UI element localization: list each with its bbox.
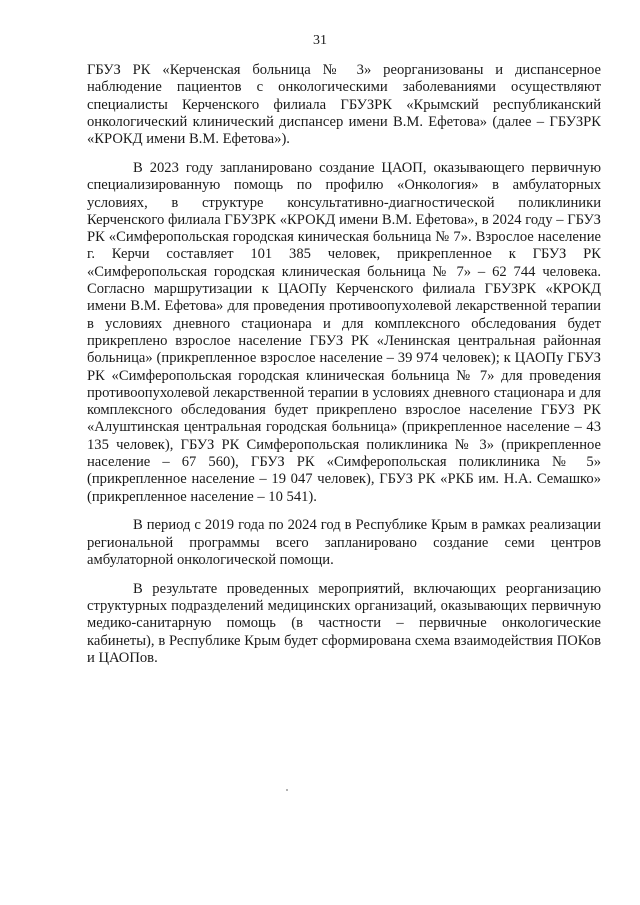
paragraph-results: В результате проведенных мероприятий, включающих реорганизацию структурных подразделений медицинских организаций, оказывающих первичную медико-санитарную помощь (в частности – первичные онкологические кабинеты), в Республике Крым будет сформирована схема взаимодействия ПОКов и ЦАОПов. [87, 580, 601, 666]
scan-speck [286, 789, 288, 791]
paragraph-period-2019-2024: В период с 2019 года по 2024 год в Республике Крым в рамках реализации региональной программы всего запланировано создание семи центров амбулаторной онкологической помощи. [87, 517, 601, 569]
document-body [87, 62, 601, 679]
paragraph-continuation: ГБУЗ РК «Керченская больница № 3» реорганизованы и диспансерное наблюдение пациентов с онкологическими заболеваниями осуществляют специалисты Керченского филиала ГБУЗРК «Крымский республиканский онкологический клинический диспансер имени В.М. Ефетова» (далее – ГБУЗРК «КРОКД имени В.М. Ефетова»). [87, 62, 601, 148]
paragraph-caop-2023: В 2023 году запланировано создание ЦАОП, оказывающего первичную специализированную помощь по профилю «Онкология» в амбулаторных условиях, в структуре консультативно-диагностической поликлиники Керченского филиала ГБУЗРК «КРОКД имени В.М. Ефетова», в 2024 году – ГБУЗ РК «Симферопольская городская киническая больница № 7». Взрослое население г. Керчи составляет 101 385 человек, прикрепленное к ГБУЗ РК «Симферопольская городская клиническая больница № 7» – 62 744 человека. Согласно маршрутизации к ЦАОПу Керченского филиала ГБУЗРК «КРОКД имени В.М. Ефетова» для проведения противоопухолевой лекарственной терапии в условиях дневного стационара и для комплексного обследования будет прикреплено взрослое население ГБУЗ РК «Ленинская центральная районная больница» (прикрепленное взрослое население – 39 974 человек); к ЦАОПу ГБУЗ РК «Симферопольская городская клиническая больница № 7» для проведения противоопухолевой лекарственной терапии в условиях дневного стационара и для комплексного обследования будет прикреплено взрослое население ГБУЗ РК «Алуштинская центральная городская больница» (прикрепленное население – 43 135 человек), ГБУЗ РК Симферопольская поликлиника № 3» (прикрепленное население – 67 560), ГБУЗ РК «Симферопольская поликлиника № 5» (прикрепленное население – 19 047 человек), ГБУЗ РК «РКБ им. Н.А. Семашко» (прикрепленное население – 10 541). [87, 159, 601, 505]
page-number: 31 [313, 33, 327, 48]
